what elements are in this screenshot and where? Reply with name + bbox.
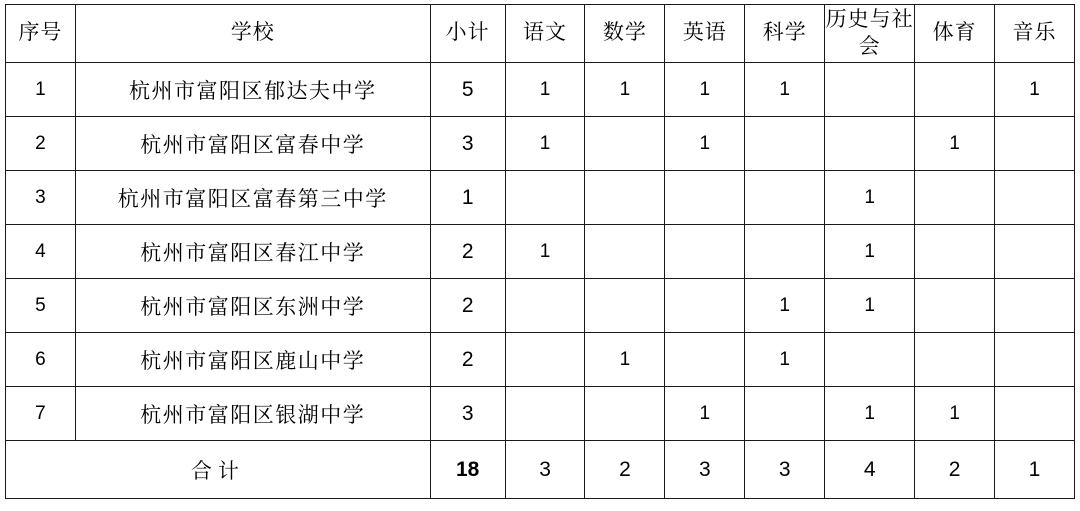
column-header-english: 英语 [665,5,745,63]
cell-pe: 1 [915,387,995,441]
cell-pe [915,279,995,333]
column-header-math: 数学 [585,5,665,63]
cell-school: 杭州市富阳区郁达夫中学 [75,63,430,117]
column-header-chinese: 语文 [505,5,585,63]
table-header [6,5,1075,63]
cell-music [995,117,1075,171]
cell-english [665,279,745,333]
cell-chinese: 1 [505,225,585,279]
cell-math [585,279,665,333]
cell-chinese: 1 [505,63,585,117]
cell-subtotal: 1 [430,171,505,225]
cell-science: 1 [745,333,825,387]
cell-music [995,171,1075,225]
table-header-row [6,5,1075,63]
cell-chinese [505,387,585,441]
cell-english: 1 [665,387,745,441]
cell-science [745,171,825,225]
cell-pe [915,63,995,117]
cell-history-society: 1 [825,225,915,279]
total-history-society: 4 [825,441,915,499]
cell-subtotal: 3 [430,387,505,441]
cell-music [995,225,1075,279]
cell-index: 7 [6,387,76,441]
cell-history-society [825,117,915,171]
cell-history-society [825,333,915,387]
cell-school: 杭州市富阳区富春中学 [75,117,430,171]
cell-music [995,279,1075,333]
cell-pe [915,333,995,387]
table-row [6,333,1075,387]
column-header-index: 序号 [6,5,76,63]
cell-school: 杭州市富阳区富春第三中学 [75,171,430,225]
cell-chinese [505,171,585,225]
table-row [6,63,1075,117]
cell-subtotal: 3 [430,117,505,171]
cell-history-society [825,63,915,117]
cell-music: 1 [995,63,1075,117]
cell-music [995,333,1075,387]
total-science: 3 [745,441,825,499]
cell-science: 1 [745,63,825,117]
table-row [6,117,1075,171]
cell-school: 杭州市富阳区春江中学 [75,225,430,279]
cell-chinese [505,279,585,333]
cell-pe [915,225,995,279]
cell-chinese: 1 [505,117,585,171]
table-row [6,225,1075,279]
cell-english [665,333,745,387]
column-header-pe: 体育 [915,5,995,63]
column-header-history-society: 历史与社会 [825,5,915,63]
total-pe: 2 [915,441,995,499]
total-english: 3 [665,441,745,499]
total-chinese: 3 [505,441,585,499]
table-row [6,279,1075,333]
cell-science [745,387,825,441]
school-subject-allocation-table [5,4,1075,499]
cell-history-society: 1 [825,387,915,441]
table-body [6,63,1075,499]
cell-school: 杭州市富阳区东洲中学 [75,279,430,333]
cell-math: 1 [585,333,665,387]
cell-science [745,117,825,171]
cell-math: 1 [585,63,665,117]
cell-index: 1 [6,63,76,117]
cell-index: 4 [6,225,76,279]
cell-math [585,117,665,171]
cell-math [585,171,665,225]
total-subtotal: 18 [430,441,505,499]
cell-school: 杭州市富阳区鹿山中学 [75,333,430,387]
cell-subtotal: 2 [430,333,505,387]
cell-subtotal: 5 [430,63,505,117]
column-header-subtotal: 小计 [430,5,505,63]
cell-index: 6 [6,333,76,387]
cell-music [995,387,1075,441]
cell-subtotal: 2 [430,225,505,279]
cell-history-society: 1 [825,171,915,225]
cell-science [745,225,825,279]
cell-math [585,225,665,279]
cell-pe [915,171,995,225]
cell-english: 1 [665,63,745,117]
cell-english: 1 [665,117,745,171]
total-math: 2 [585,441,665,499]
total-label: 合计 [6,441,431,499]
cell-school: 杭州市富阳区银湖中学 [75,387,430,441]
cell-math [585,387,665,441]
cell-history-society: 1 [825,279,915,333]
cell-index: 3 [6,171,76,225]
cell-chinese [505,333,585,387]
cell-english [665,225,745,279]
column-header-science: 科学 [745,5,825,63]
total-music: 1 [995,441,1075,499]
cell-pe: 1 [915,117,995,171]
cell-science: 1 [745,279,825,333]
table-row [6,387,1075,441]
column-header-school: 学校 [75,5,430,63]
cell-index: 2 [6,117,76,171]
cell-subtotal: 2 [430,279,505,333]
table-total-row [6,441,1075,499]
cell-english [665,171,745,225]
column-header-music: 音乐 [995,5,1075,63]
table-row [6,171,1075,225]
cell-index: 5 [6,279,76,333]
